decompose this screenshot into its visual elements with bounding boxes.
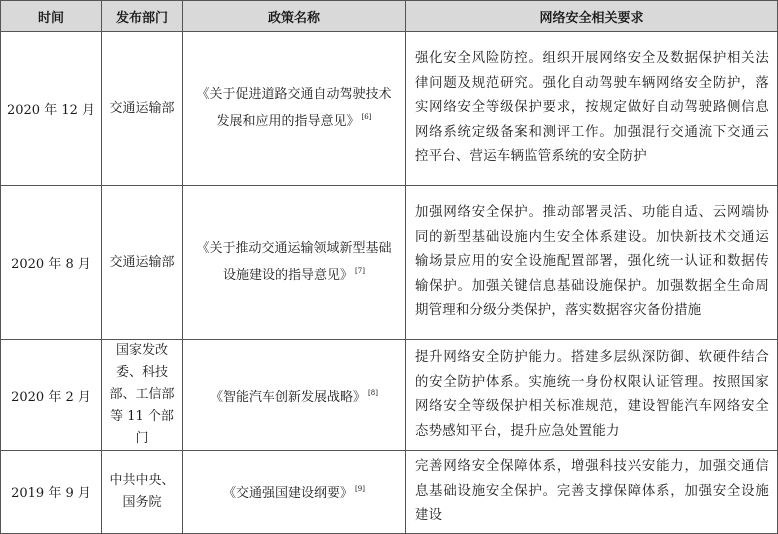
header-security-requirements: 网络安全相关要求: [406, 1, 778, 32]
table-row: [1, 451, 778, 534]
cell-policy-name: [183, 340, 406, 451]
header-policy-name: 政策名称: [183, 1, 406, 32]
header-row: [1, 1, 778, 32]
policy-title: 《关于促进道路交通自动驾驶技术发展和应用的指导意见》: [196, 87, 392, 129]
policy-title: 《关于推动交通运输领域新型基础设施建设的指导意见》: [196, 241, 392, 283]
cell-time: 2020 年 8 月: [1, 186, 102, 340]
cell-requirements: 强化安全风险防控。组织开展网络安全及数据保护相关法律问题及规范研究。强化自动驾驶车辆网络安全防护，落实网络安全等级保护要求，按规定做好自动驾驶路侧信息网络系统定级备案和测评工作。加强混行交通流下交通云控平台、营运车辆监管系统的安全防护: [406, 32, 778, 186]
table-row: [1, 32, 778, 186]
cell-department: 中共中央、国务院: [102, 451, 183, 534]
cell-requirements: 提升网络安全防护能力。搭建多层纵深防御、软硬件结合的安全防护体系。实施统一身份权限认证管理。按照国家网络安全等级保护相关标准规范，建设智能汽车网络安全态势感知平台，提升应急处置能力: [406, 340, 778, 451]
reference-marker: [7]: [355, 267, 365, 275]
cell-requirements: 完善网络安全保障体系，增强科技兴安能力，加强交通信息基础设施安全保护。完善支撑保障体系，加强安全设施建设: [406, 451, 778, 534]
cell-time: 2020 年 12 月: [1, 32, 102, 186]
reference-marker: [9]: [355, 485, 365, 494]
reference-marker: [8]: [368, 388, 378, 397]
reference-marker: [6]: [361, 113, 372, 121]
cell-policy-name: [183, 451, 406, 534]
policy-title: 《交通强国建设纲要》: [223, 486, 354, 502]
table-row: [1, 186, 778, 340]
cell-time: 2019 年 9 月: [1, 451, 102, 534]
cell-time: 2020 年 2 月: [1, 340, 102, 451]
policy-title: 《智能汽车创新发展战略》: [210, 389, 367, 405]
cell-policy-name: [183, 32, 406, 186]
header-time: 时间: [1, 1, 102, 32]
cell-department: 交通运输部: [102, 186, 183, 340]
cell-department: 国家发改委、科技部、工信部等 11 个部门: [102, 340, 183, 451]
header-department: 发布部门: [102, 1, 183, 32]
table-row: [1, 340, 778, 451]
cell-department: 交通运输部: [102, 32, 183, 186]
cell-requirements: 加强网络安全保护。推动部署灵活、功能自适、云网端协同的新型基础设施内生安全体系建设。加快新技术交通运输场景应用的安全设施配置部署，强化统一认证和数据传输保护。加强关键信息基础设施保护。加强数据全生命周期管理和分级分类保护，落实数据容灾备份措施: [406, 186, 778, 340]
cell-policy-name: [183, 186, 406, 340]
